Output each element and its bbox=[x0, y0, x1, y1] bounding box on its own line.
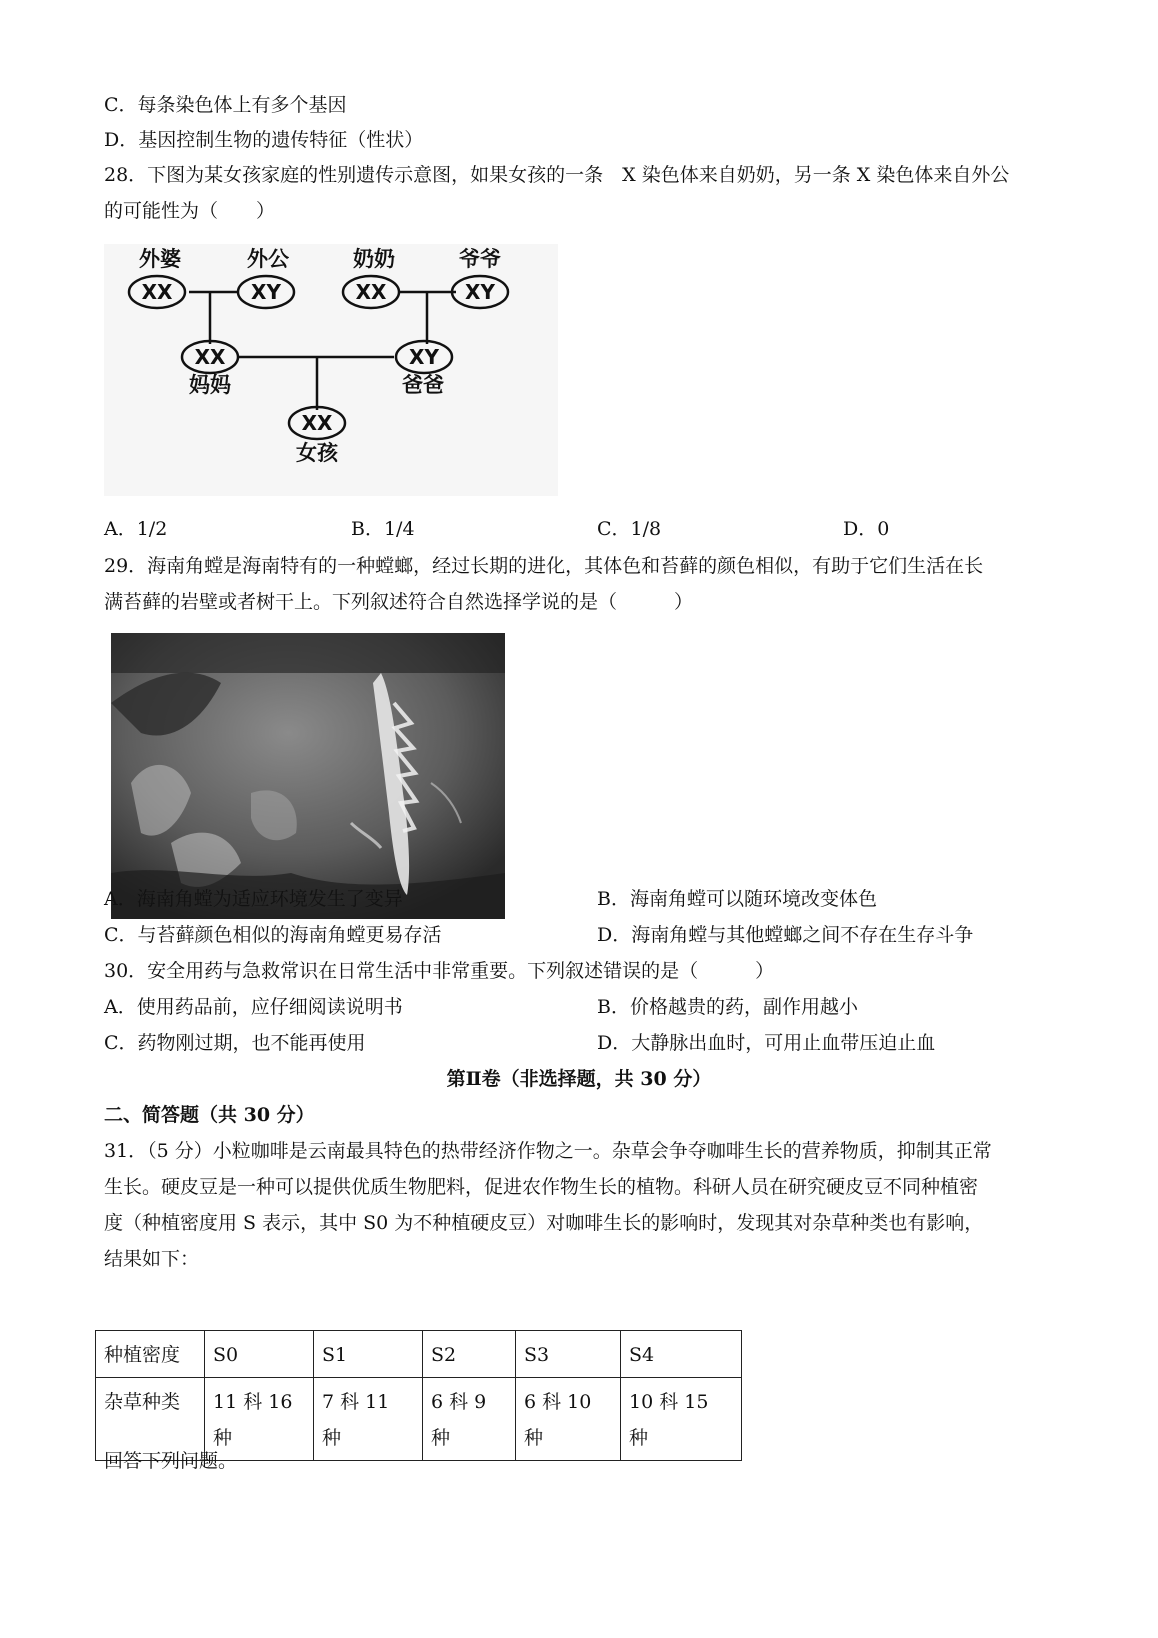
q29-option-a: A．海南角螳为适应环境发生了变异 bbox=[104, 888, 403, 910]
q29-stem-line1: 29．海南角螳是海南特有的一种螳螂，经过长期的进化，其体色和苔藓的颜色相似，有助于它们生活在长 bbox=[104, 555, 984, 577]
nvhai-label: 女孩 bbox=[296, 441, 338, 465]
mantis-photo bbox=[111, 633, 505, 919]
q28-option-d: D．0 bbox=[843, 518, 890, 540]
q29-option-d: D．海南角螳与其他螳螂之间不存在生存斗争 bbox=[597, 924, 974, 946]
q30-option-b: B．价格越贵的药，副作用越小 bbox=[597, 996, 858, 1018]
yeye-genotype: XY bbox=[465, 280, 495, 304]
weed-species-table bbox=[95, 1330, 742, 1461]
q29-option-c: C．与苔藓颜色相似的海南角螳更易存活 bbox=[104, 924, 442, 946]
pedigree-diagram bbox=[104, 244, 558, 496]
q31-answer-prompt: 回答下列问题。 bbox=[104, 1450, 238, 1472]
table-cell: S0 bbox=[205, 1331, 314, 1378]
q30-stem: 30．安全用药与急救常识在日常生活中非常重要。下列叙述错误的是（ ） bbox=[104, 960, 775, 982]
q30-option-c: C．药物刚过期，也不能再使用 bbox=[104, 1032, 366, 1054]
q30-option-a: A．使用药品前，应仔细阅读说明书 bbox=[104, 996, 403, 1018]
waigong-label: 外公 bbox=[247, 247, 289, 271]
table-cell: 6 科 10 种 bbox=[516, 1378, 621, 1461]
table-cell: 7 科 11 种 bbox=[314, 1378, 423, 1461]
q29-stem-line2: 满苔藓的岩壁或者树干上。下列叙述符合自然选择学说的是（ ） bbox=[104, 591, 694, 613]
q28-stem-line2: 的可能性为（ ） bbox=[104, 200, 276, 222]
table-cell: S1 bbox=[314, 1331, 423, 1378]
nainai-genotype: XX bbox=[355, 280, 387, 304]
baba-label: 爸爸 bbox=[402, 373, 444, 397]
q31-line1: 31．（5 分）小粒咖啡是云南最具特色的热带经济作物之一。杂草会争夺咖啡生长的营养物质，抑制其正常 bbox=[104, 1140, 992, 1162]
q28-option-b: B．1/4 bbox=[351, 518, 415, 540]
mama-genotype: XX bbox=[194, 345, 226, 369]
section2-title: 第Ⅱ卷（非选择题，共 30 分） bbox=[446, 1068, 712, 1090]
nainai-label: 奶奶 bbox=[353, 247, 395, 271]
baba-genotype: XY bbox=[409, 345, 439, 369]
table-row bbox=[96, 1331, 742, 1378]
q28-stem-line1: 28．下图为某女孩家庭的性别遗传示意图，如果女孩的一条 X 染色体来自奶奶，另一条 X 染色体来自外公 bbox=[104, 164, 1010, 186]
table-cell: S3 bbox=[516, 1331, 621, 1378]
section2-subtitle: 二、简答题（共 30 分） bbox=[104, 1104, 315, 1126]
q27-option-d: D．基因控制生物的遗传特征（性状） bbox=[104, 129, 424, 151]
nvhai-genotype: XX bbox=[301, 411, 333, 435]
table-cell: S2 bbox=[423, 1331, 516, 1378]
mama-label: 妈妈 bbox=[189, 373, 231, 397]
q31-line4: 结果如下： bbox=[104, 1248, 200, 1270]
table-cell: 11 科 16 种 bbox=[205, 1378, 314, 1461]
table-cell: 10 科 15 种 bbox=[621, 1378, 742, 1461]
q28-option-c: C．1/8 bbox=[597, 518, 662, 540]
q29-option-b: B．海南角螳可以随环境改变体色 bbox=[597, 888, 877, 910]
waipo-genotype: XX bbox=[141, 280, 173, 304]
q31-line2: 生长。硬皮豆是一种可以提供优质生物肥料，促进农作物生长的植物。科研人员在研究硬皮豆不同种植密 bbox=[104, 1176, 979, 1198]
waipo-label: 外婆 bbox=[139, 247, 181, 271]
q31-line3: 度（种植密度用 S 表示，其中 S0 为不种植硬皮豆）对咖啡生长的影响时，发现其对杂草种类也有影响， bbox=[104, 1212, 984, 1234]
table-cell: 6 科 9 种 bbox=[423, 1378, 516, 1461]
table-cell: 种植密度 bbox=[96, 1331, 205, 1378]
q30-option-d: D．大静脉出血时，可用止血带压迫止血 bbox=[597, 1032, 936, 1054]
waigong-genotype: XY bbox=[251, 280, 281, 304]
q28-option-a: A．1/2 bbox=[104, 518, 168, 540]
table-cell: S4 bbox=[621, 1331, 742, 1378]
q27-option-c: C．每条染色体上有多个基因 bbox=[104, 94, 347, 116]
yeye-label: 爷爷 bbox=[459, 247, 501, 271]
table-cell: 杂草种类 bbox=[96, 1378, 205, 1461]
